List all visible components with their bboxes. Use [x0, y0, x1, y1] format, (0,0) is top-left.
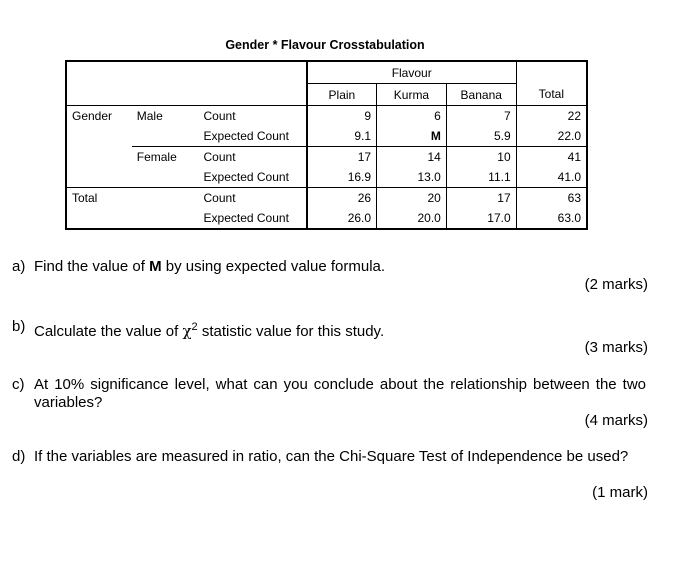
total-header-spacer [516, 61, 587, 84]
corner-cell [66, 61, 307, 106]
question-text: Calculate the value of $\chi^2$ statistic value for this study. [34, 321, 385, 340]
marks-a: (2 marks) [584, 276, 648, 293]
empty-cell [132, 188, 199, 209]
col-header-banana: Banana [446, 84, 516, 106]
row-male-label: Male [136, 109, 163, 123]
col-header-total: Total [516, 84, 587, 106]
marks-d: (1 mark) [592, 484, 648, 501]
cell: 17.0 [446, 208, 516, 229]
question-text: At 10% significance level, what can you conclude about the relationship between the two variables? [34, 376, 646, 411]
question-text: If the variables are measured in ratio, can the Chi-Square Test of Independence be used? [34, 448, 629, 465]
cell: 6 [377, 106, 447, 127]
cell: 20 [377, 188, 447, 209]
empty-cell [66, 208, 132, 229]
question-label: a) [12, 258, 26, 275]
cell: 41 [516, 147, 587, 168]
row-female-label: Female [132, 147, 199, 168]
empty-cell [66, 126, 132, 147]
empty-cell [66, 167, 132, 188]
cell: 20.0 [377, 208, 447, 229]
cell: 22.0 [516, 126, 587, 147]
col-header-kurma: Kurma [377, 84, 447, 106]
cell: 63 [516, 188, 587, 209]
cell: 11.1 [446, 167, 516, 188]
cell: 17 [446, 188, 516, 209]
row-group-gender: Gender [66, 106, 132, 127]
empty-cell [132, 208, 199, 229]
cell: 63.0 [516, 208, 587, 229]
chi-symbol: χ [182, 322, 192, 340]
flavour-header: Flavour [307, 61, 516, 84]
row-label-expected: Expected Count [203, 170, 289, 184]
cell: 22 [516, 106, 587, 127]
row-label-count: Count [199, 147, 307, 168]
cell: 17 [307, 147, 377, 168]
question-label: d) [12, 448, 26, 465]
cell: 10 [446, 147, 516, 168]
cell: 16.9 [307, 167, 377, 188]
cell: 7 [446, 106, 516, 127]
row-label-count: Count [203, 109, 236, 123]
col-header-plain: Plain [307, 84, 377, 106]
table-title: Gender * Flavour Crosstabulation [225, 38, 425, 52]
cell: 41.0 [516, 167, 587, 188]
crosstab-table [65, 60, 588, 230]
marks-c: (4 marks) [584, 412, 648, 429]
question-label: b) [12, 318, 26, 335]
empty-cell [132, 167, 199, 188]
row-label-expected: Expected Count [199, 208, 307, 229]
question-label: c) [12, 376, 25, 393]
marks-b: (3 marks) [584, 339, 648, 356]
question-text: Find the value of M by using expected value formula. [34, 258, 386, 275]
empty-cell [132, 126, 199, 147]
cell: 26.0 [307, 208, 377, 229]
cell: 9.1 [307, 126, 377, 147]
row-group-total: Total [66, 188, 132, 209]
row-label-expected: Expected Count [203, 129, 289, 143]
cell: 26 [307, 188, 377, 209]
cell: 13.0 [377, 167, 447, 188]
cell: 14 [377, 147, 447, 168]
cell-m: M [377, 126, 447, 147]
row-label-count: Count [199, 188, 307, 209]
cell: 5.9 [446, 126, 516, 147]
cell: 9 [307, 106, 377, 127]
empty-cell [66, 147, 132, 168]
